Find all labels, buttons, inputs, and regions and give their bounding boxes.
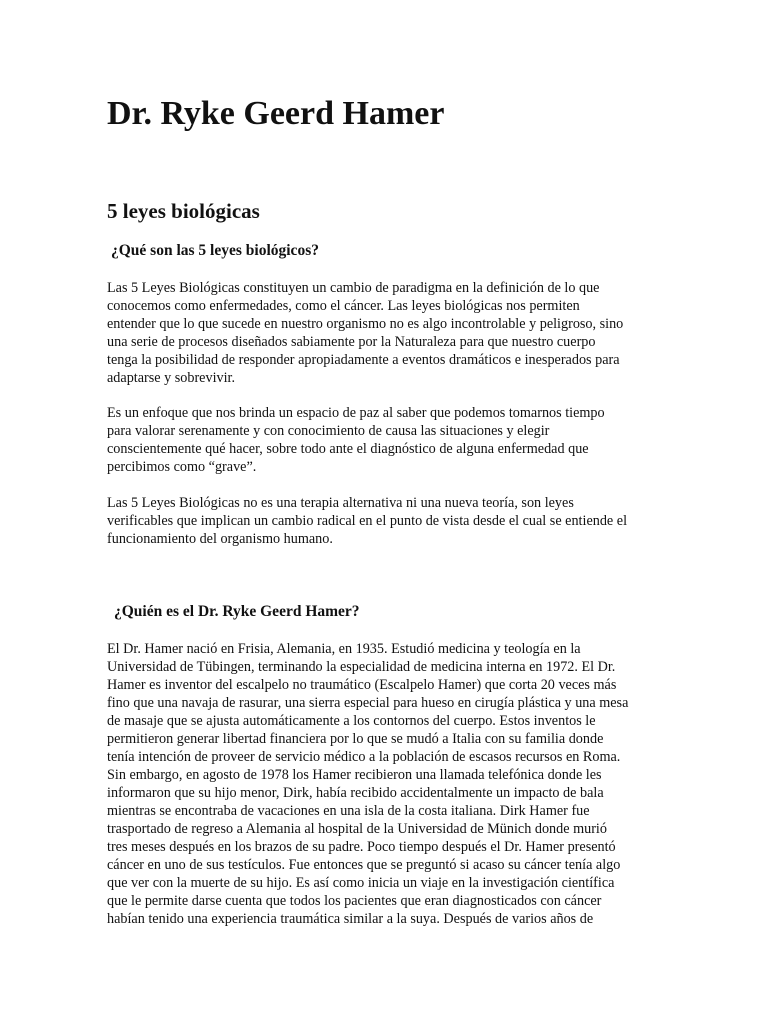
- paragraph-line: informaron que su hijo menor, Dirk, había recibido accidentalmente un impacto de bala: [107, 785, 604, 801]
- paragraph-line: tenga la posibilidad de responder apropiadamente a eventos dramáticos e inesperados para: [107, 352, 620, 368]
- question-heading-hamer: ¿Quién es el Dr. Ryke Geerd Hamer?: [114, 603, 360, 620]
- paragraph-line: funcionamiento del organismo humano.: [107, 531, 333, 547]
- paragraph-line: Las 5 Leyes Biológicas constituyen un cambio de paradigma en la definición de lo que: [107, 280, 600, 296]
- paragraph-line: tenía intención de proveer de servicio médico a la población de escasos recursos en Roma.: [107, 749, 621, 765]
- paragraph-line: tres meses después en los brazos de su padre. Poco tiempo después el Dr. Hamer presentó: [107, 839, 616, 855]
- paragraph-line: una serie de procesos diseñados sabiamente por la Naturaleza para que nuestro cuerpo: [107, 334, 596, 350]
- paragraph-line: conocemos como enfermedades, como el cáncer. Las leyes biológicas nos permiten: [107, 298, 580, 314]
- paragraph-line: El Dr. Hamer nació en Frisia, Alemania, en 1935. Estudió medicina y teología en la: [107, 641, 581, 657]
- paragraph-line: fino que una navaja de rasurar, una sierra especial para hueso en cirugía plástica y una mesa: [107, 695, 629, 711]
- paragraph-line: permitieron generar libertad financiera por lo que se mudó a Italia con su familia donde: [107, 731, 604, 747]
- paragraph-line: cáncer en uno de sus testículos. Fue entonces que se preguntó si acaso su cáncer tenía algo: [107, 857, 621, 873]
- paragraph-line: Las 5 Leyes Biológicas no es una terapia alternativa ni una nueva teoría, son leyes: [107, 495, 574, 511]
- paragraph-line: verificables que implican un cambio radical en el punto de vista desde el cual se entiende el: [107, 513, 628, 529]
- paragraph-approach: [107, 404, 605, 476]
- document-title: Dr. Ryke Geerd Hamer: [107, 95, 445, 132]
- paragraph-line: para valorar serenamente y con conocimiento de causa las situaciones y elegir: [107, 423, 550, 439]
- paragraph-line: que le permite darse cuenta que todos los pacientes que eran diagnosticados con cáncer: [107, 893, 602, 909]
- paragraph-line: Hamer es inventor del escalpelo no traumático (Escalpelo Hamer) que corta 20 veces más: [107, 677, 617, 693]
- paragraph-laws-definition: [107, 279, 623, 387]
- paragraph-line: percibimos como “grave”.: [107, 459, 257, 475]
- paragraph-line: Universidad de Tübingen, terminando la especialidad de medicina interna en 1972. El Dr.: [107, 659, 616, 675]
- paragraph-line: que ver con la muerte de su hijo. Es así como inicia un viaje en la investigación científica: [107, 875, 615, 891]
- section-heading: 5 leyes biológicas: [107, 199, 260, 223]
- paragraph-line: trasportado de regreso a Alemania al hospital de la Universidad de Münich donde murió: [107, 821, 607, 837]
- paragraph-line: de masaje que se ajusta automáticamente a los contornos del cuerpo. Estos inventos le: [107, 713, 596, 729]
- paragraph-line: Es un enfoque que nos brinda un espacio de paz al saber que podemos tomarnos tiempo: [107, 405, 605, 421]
- paragraph-line: entender que lo que sucede en nuestro organismo no es algo incontrolable y peligroso, sino: [107, 316, 624, 332]
- paragraph-not-therapy: [107, 494, 627, 548]
- paragraph-line: Sin embargo, en agosto de 1978 los Hamer recibieron una llamada telefónica donde les: [107, 767, 602, 783]
- paragraph-line: adaptarse y sobrevivir.: [107, 370, 236, 386]
- question-heading-laws: ¿Qué son las 5 leyes biológicos?: [111, 242, 319, 259]
- paragraph-line: habían tenido una experiencia traumática similar a la suya. Después de varios años de: [107, 911, 594, 927]
- paragraph-line: conscientemente qué hacer, sobre todo ante el diagnóstico de alguna enfermedad que: [107, 441, 589, 457]
- paragraph-biography: [107, 640, 628, 928]
- paragraph-line: mientras se encontraba de vacaciones en una isla de la costa italiana. Dirk Hamer fue: [107, 803, 590, 819]
